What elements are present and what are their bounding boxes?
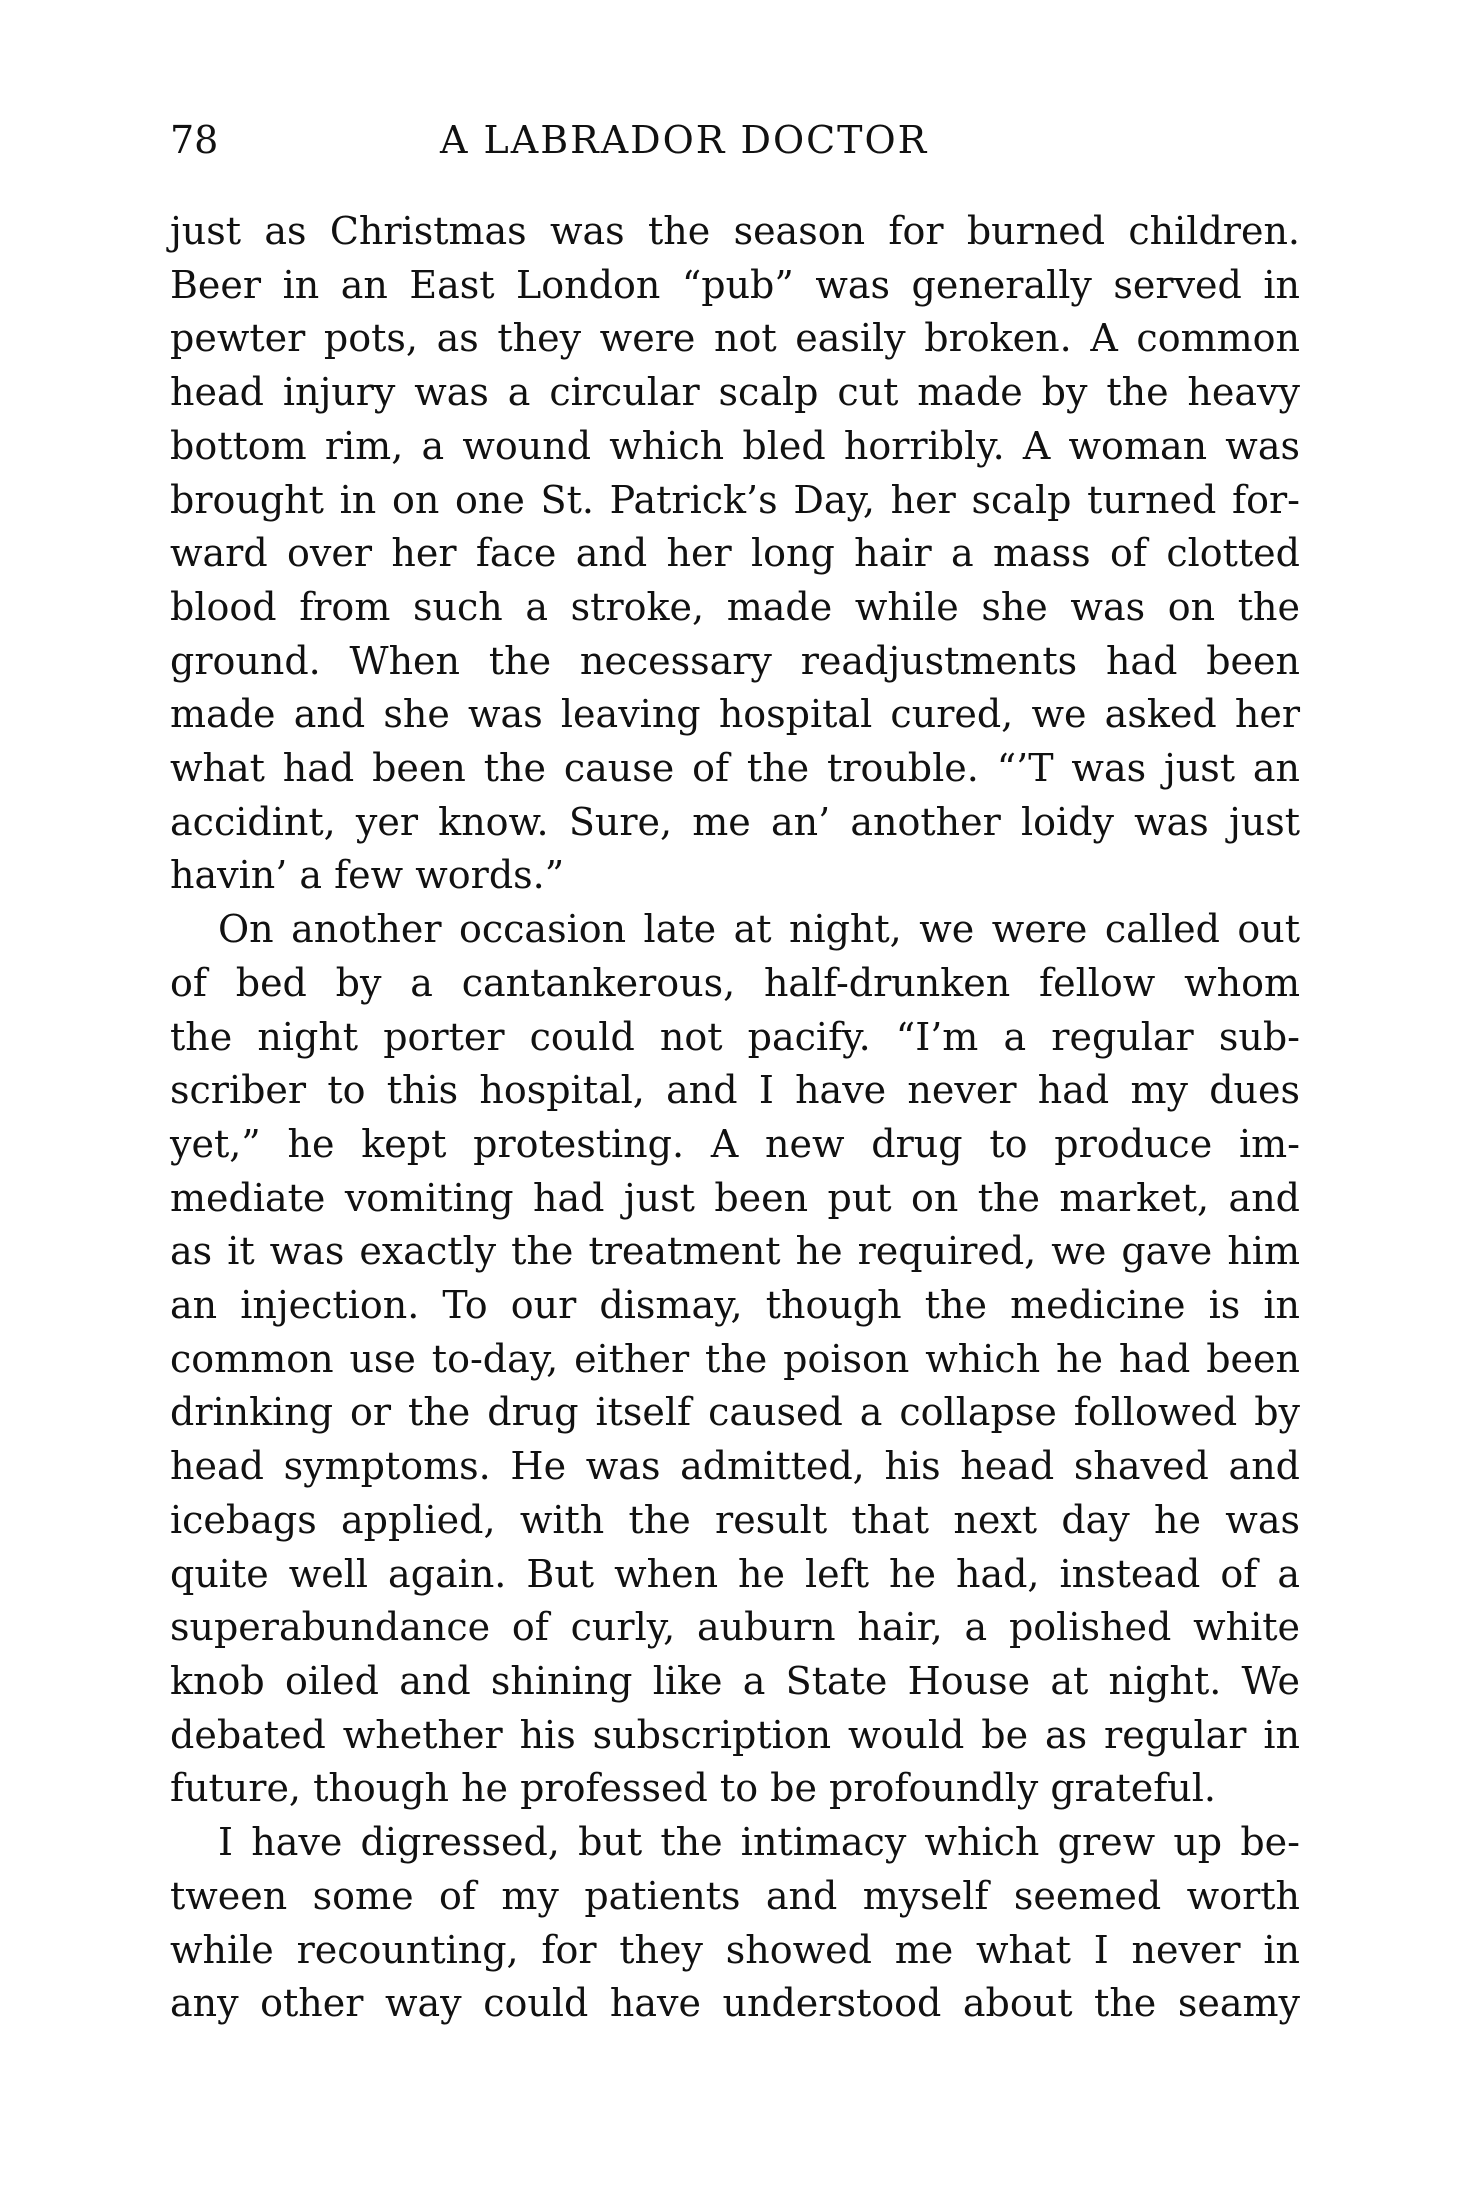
page-header: [170, 118, 1300, 178]
text-line: I have digressed, but the intimacy which grew up be-: [218, 1820, 1300, 1865]
text-line: made and she was leaving hospital cured, we asked her: [170, 692, 1300, 737]
paragraph-1: [170, 205, 1300, 903]
text-line: superabundance of curly, auburn hair, a polished white: [170, 1605, 1300, 1650]
text-line: pewter pots, as they were not easily broken. A common: [170, 316, 1300, 361]
text-line: Beer in an East London “pub” was generally served in: [170, 262, 1300, 307]
text-line: of bed by a cantankerous, half-drunken fellow whom: [170, 960, 1300, 1005]
paragraph-3: [170, 1816, 1300, 2031]
text-line: On another occasion late at night, we were called out: [218, 907, 1300, 952]
text-line: scriber to this hospital, and I have never had my dues: [170, 1068, 1300, 1113]
text-line: what had been the cause of the trouble. “’T was just an: [170, 746, 1300, 791]
text-line: quite well again. But when he left he had, instead of a: [170, 1551, 1300, 1596]
text-line: drinking or the drug itself caused a collapse followed by: [170, 1390, 1300, 1435]
text-line: yet,” he kept protesting. A new drug to produce im-: [170, 1121, 1300, 1166]
page-number: 78: [170, 118, 219, 162]
body-text: [170, 205, 1300, 2031]
text-line: just as Christmas was the season for burned children.: [170, 209, 1300, 253]
text-line: ground. When the necessary readjustments had been: [170, 638, 1300, 683]
text-line: while recounting, for they showed me what I never in: [170, 1927, 1300, 1972]
text-line: tween some of my patients and myself seemed worth: [170, 1873, 1300, 1918]
running-head: A LABRADOR DOCTOR: [440, 118, 929, 162]
text-line: as it was exactly the treatment he required, we gave him: [170, 1229, 1300, 1274]
text-line: common use to-day, either the poison which he had been: [170, 1336, 1300, 1381]
text-line: the night porter could not pacify. “I’m a regular sub-: [170, 1014, 1300, 1059]
text-line: mediate vomiting had just been put on the market, and: [170, 1175, 1300, 1220]
text-line: icebags applied, with the result that next day he was: [170, 1497, 1300, 1542]
paragraph-2: [170, 903, 1300, 1816]
text-line: blood from such a stroke, made while she was on the: [170, 584, 1300, 629]
text-line: an injection. To our dismay, though the medicine is in: [170, 1283, 1300, 1328]
text-line: future, though he professed to be profoundly grateful.: [170, 1766, 1217, 1811]
text-line: debated whether his subscription would be as regular in: [170, 1712, 1300, 1757]
text-line: any other way could have understood about the seamy: [170, 1981, 1300, 2026]
text-line: head injury was a circular scalp cut made by the heavy: [170, 370, 1300, 415]
text-line: brought in on one St. Patrick’s Day, her scalp turned for-: [170, 477, 1300, 522]
text-line: head symptoms. He was admitted, his head shaved and: [170, 1444, 1300, 1489]
text-line: bottom rim, a wound which bled horribly. A woman was: [170, 423, 1300, 468]
text-line: knob oiled and shining like a State House at night. We: [170, 1658, 1300, 1703]
text-line: accidint, yer know. Sure, me an’ another loidy was just: [170, 799, 1300, 844]
text-line: havin’ a few words.”: [170, 853, 565, 898]
text-line: ward over her face and her long hair a mass of clotted: [170, 531, 1300, 576]
